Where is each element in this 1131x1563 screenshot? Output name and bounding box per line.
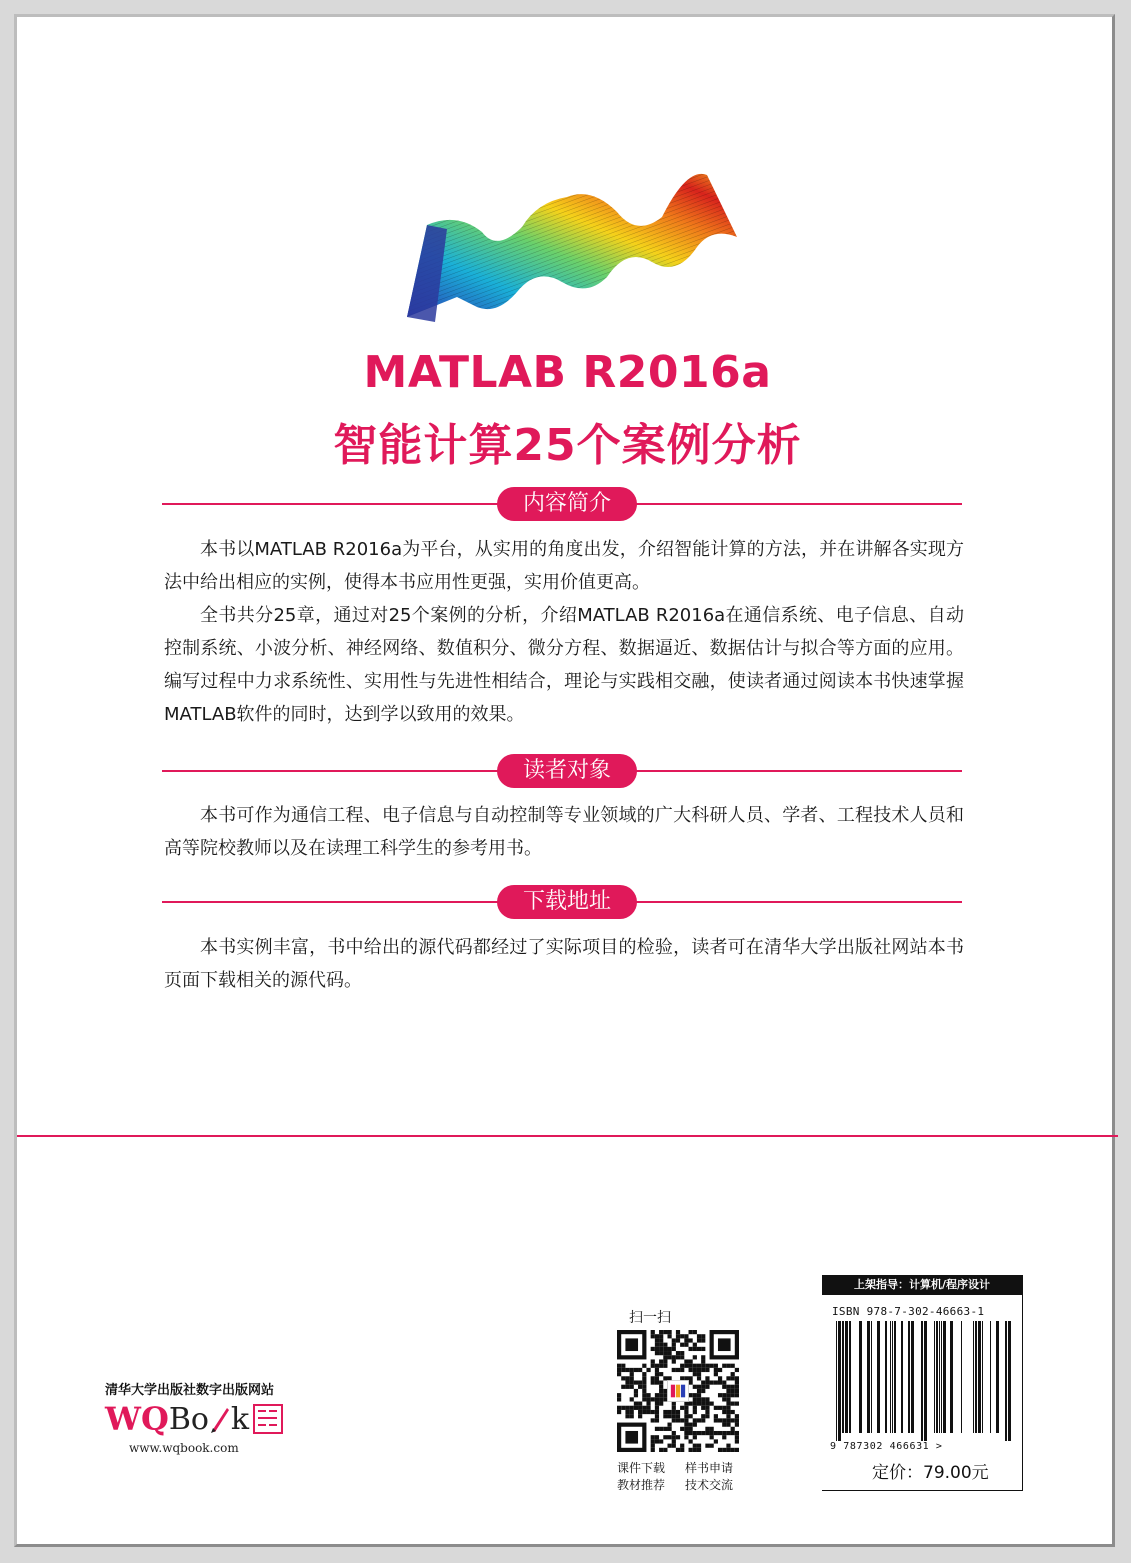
logo-pen-icon: [209, 1404, 231, 1434]
shelving-category: 上架指导：计算机/程序设计: [822, 1275, 1022, 1295]
intro-paragraph-2: 全书共分25章，通过对25个案例的分析，介绍MATLAB R2016a在通信系统、电子信息、自动控制系统、小波分析、神经网络、数值积分、微分方程、数据逼近、数据估计与拟合等方面的应用。编写过程中力求系统性、实用性与先进性相结合，理论与实践相交融，使读者通过阅读本书快速掌握MATLAB软件的同时，达到学以致用的效果。: [164, 605, 964, 725]
publisher-name: 清华大学出版社数字出版网站: [105, 1383, 275, 1398]
book-title-line1: MATLAB R2016a: [363, 347, 772, 398]
qr-caption-3: 教材推荐: [617, 1478, 666, 1492]
section-heading-download: 下载地址: [497, 885, 637, 919]
section-heading-intro: 内容简介: [497, 487, 637, 521]
qr-code-icon: [617, 1330, 739, 1452]
price: 定价：79.00元: [872, 1463, 989, 1483]
audience-paragraph: 本书可作为通信工程、电子信息与自动控制等专业领域的广大科研人员、学者、工程技术人员和高等院校教师以及在读理工科学生的参考用书。: [164, 805, 964, 859]
publisher-website: www.wqbook.com: [129, 1441, 239, 1455]
logo-bo: Bo: [168, 1401, 209, 1437]
qr-caption-1: 课件下载: [617, 1461, 666, 1475]
ean-digits: 9 787302 466631 >: [830, 1441, 943, 1452]
download-paragraph: 本书实例丰富，书中给出的源代码都经过了实际项目的检验，读者可在清华大学出版社网站本书页面下载相关的源代码。: [164, 937, 964, 991]
intro-paragraph-1: 本书以MATLAB R2016a为平台，从实用的角度出发，介绍智能计算的方法，并在讲解各实现方法中给出相应的实例，使得本书应用性更强，实用价值更高。: [164, 539, 964, 593]
bottom-divider: [17, 1135, 1118, 1137]
back-cover: [14, 14, 1115, 1547]
book-title-line2: 智能计算25个案例分析: [333, 420, 802, 471]
wqbook-logo: [105, 1399, 283, 1439]
section-heading-audience: 读者对象: [497, 754, 637, 788]
qr-caption-4: 技术交流: [685, 1478, 734, 1492]
logo-seal-icon: [253, 1404, 283, 1434]
barcode-icon: [834, 1321, 1012, 1441]
isbn-barcode-block: [822, 1275, 1023, 1491]
isbn-number: ISBN 978-7-302-46663-1: [832, 1305, 985, 1318]
surface-plot-illustration: [387, 157, 757, 327]
logo-k: k: [230, 1401, 250, 1437]
logo-wq: WQ: [105, 1400, 169, 1438]
qr-caption-2: 样书申请: [685, 1461, 734, 1475]
qr-label: 扫一扫: [629, 1310, 671, 1326]
